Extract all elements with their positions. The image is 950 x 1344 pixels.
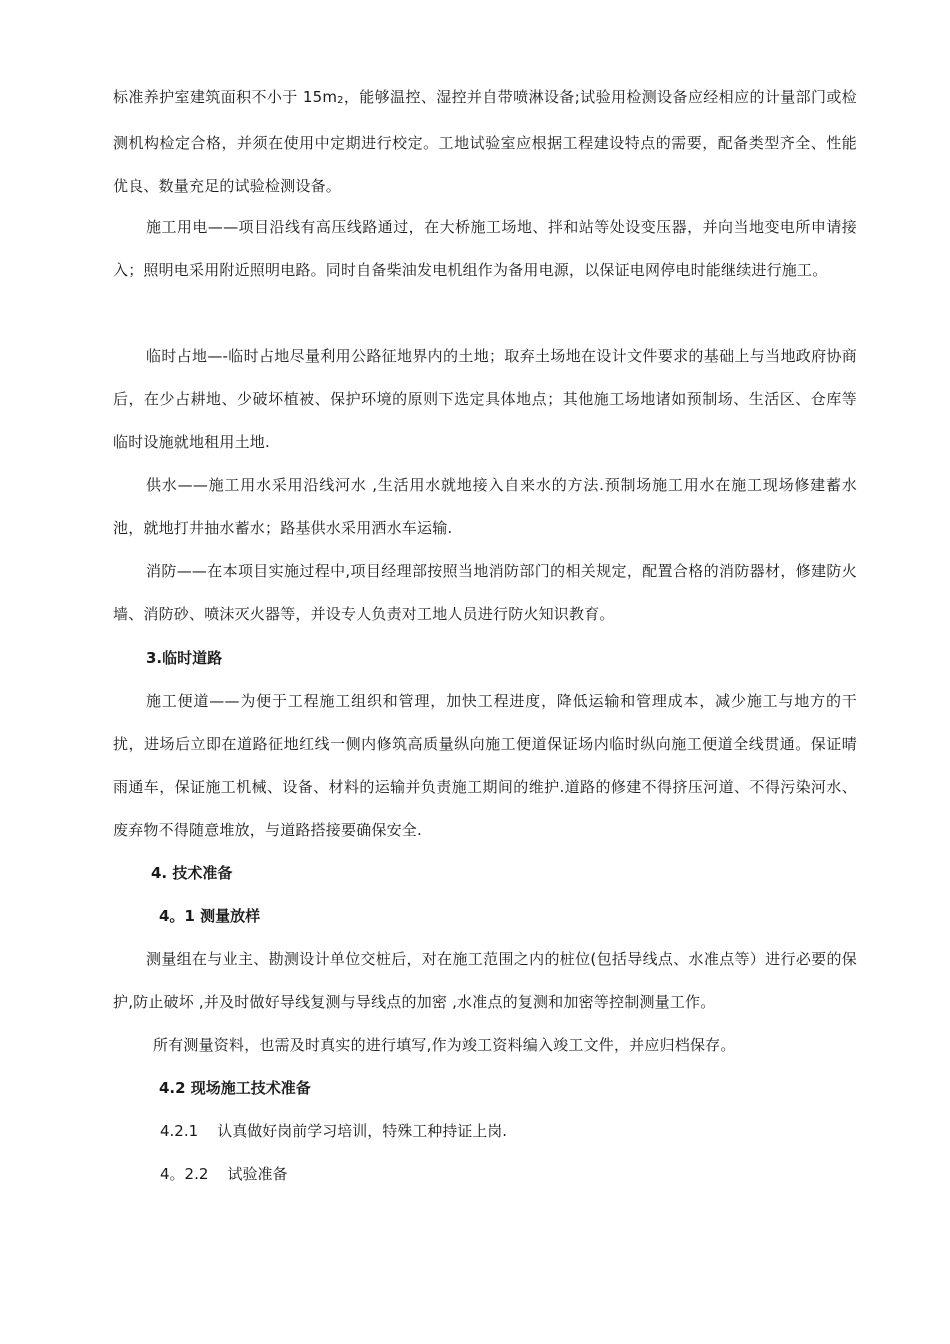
item-training: 4.2.1 认真做好岗前学习培训，特殊工种持证上岗.	[160, 1122, 508, 1140]
heading-site-technical-preparation: 4.2 现场施工技术准备	[159, 1079, 311, 1097]
paragraph-temporary-land: 临时占地—-临时占地尽量利用公路征地界内的土地；取弃土场地在设计文件要求的基础上与当地政府协商后，在少占耕地、少破坏植被、保护环境的原则下选定具体地点；其他施工场地诸如预制场、生活区、仓库等临时设施就地租用土地.	[113, 347, 857, 451]
paragraph-water-supply: 供水——施工用水采用沿线河水 ,生活用水就地接入自来水的方法.预制场施工用水在施工现场修建蓄水池，就地打井抽水蓄水；路基供水采用洒水车运输.	[113, 476, 857, 537]
paragraph-construction-access-road: 施工便道——为便于工程施工组织和管理，加快工程进度，降低运输和管理成本，减少施工与地方的干扰，进场后立即在道路征地红线一侧内修筑高质量纵向施工便道保证场内临时纵向施工便道全线贯通。保证晴雨通车，保证施工机械、设备、材料的运输并负责施工期间的维护.道路的修建不得挤压河道、不得污染河水、废弃物不得随意堆放，与道路搭接要确保安全.	[113, 692, 857, 839]
paragraph-survey-records: 所有测量资料，也需及时真实的进行填写,作为竣工资料编入竣工文件，并应归档保存。	[153, 1036, 736, 1054]
superscript-2: 2	[337, 95, 344, 106]
paragraph-construction-power: 施工用电——项目沿线有高压线路通过，在大桥施工场地、拌和站等处设变压器，并向当地变电所申请接入；照明电采用附近照明电路。同时自备柴油发电机组作为备用电源，以保证电网停电时能继续进行施工。	[113, 218, 857, 279]
heading-temporary-roads: 3.临时道路	[146, 649, 223, 667]
paragraph-lab-equipment-text-b: ，能够温控、湿控并自带喷淋设备;试验用检测设备应经相应的计量部门或检测机构检定合格，并须在使用中定期进行校定。工地试验室应根据工程建设特点的需要，配备类型齐全、性能优良、数量充足的试验检测设备。	[113, 88, 858, 195]
paragraph-fire-protection: 消防——在本项目实施过程中,项目经理部按照当地消防部门的相关规定，配置合格的消防器材，修建防火墙、消防砂、喷沫灭火器等，并设专人负责对工地人员进行防火知识教育。	[113, 562, 857, 623]
heading-technical-preparation: 4. 技术准备	[151, 864, 233, 882]
paragraph-lab-equipment	[113, 76, 857, 208]
item-test-preparation: 4。2.2 试验准备	[160, 1165, 288, 1183]
heading-survey-layout: 4。1 测量放样	[159, 907, 261, 925]
paragraph-lab-equipment-text-a: 标准养护室建筑面积不小于 15m	[113, 88, 338, 106]
paragraph-survey-protection: 测量组在与业主、勘测设计单位交桩后，对在施工范围之内的桩位(包括导线点、水准点等）进行必要的保护,防止破坏 ,并及时做好导线复测与导线点的加密 ,水准点的复测和加密等控制测量工作。	[113, 950, 857, 1011]
